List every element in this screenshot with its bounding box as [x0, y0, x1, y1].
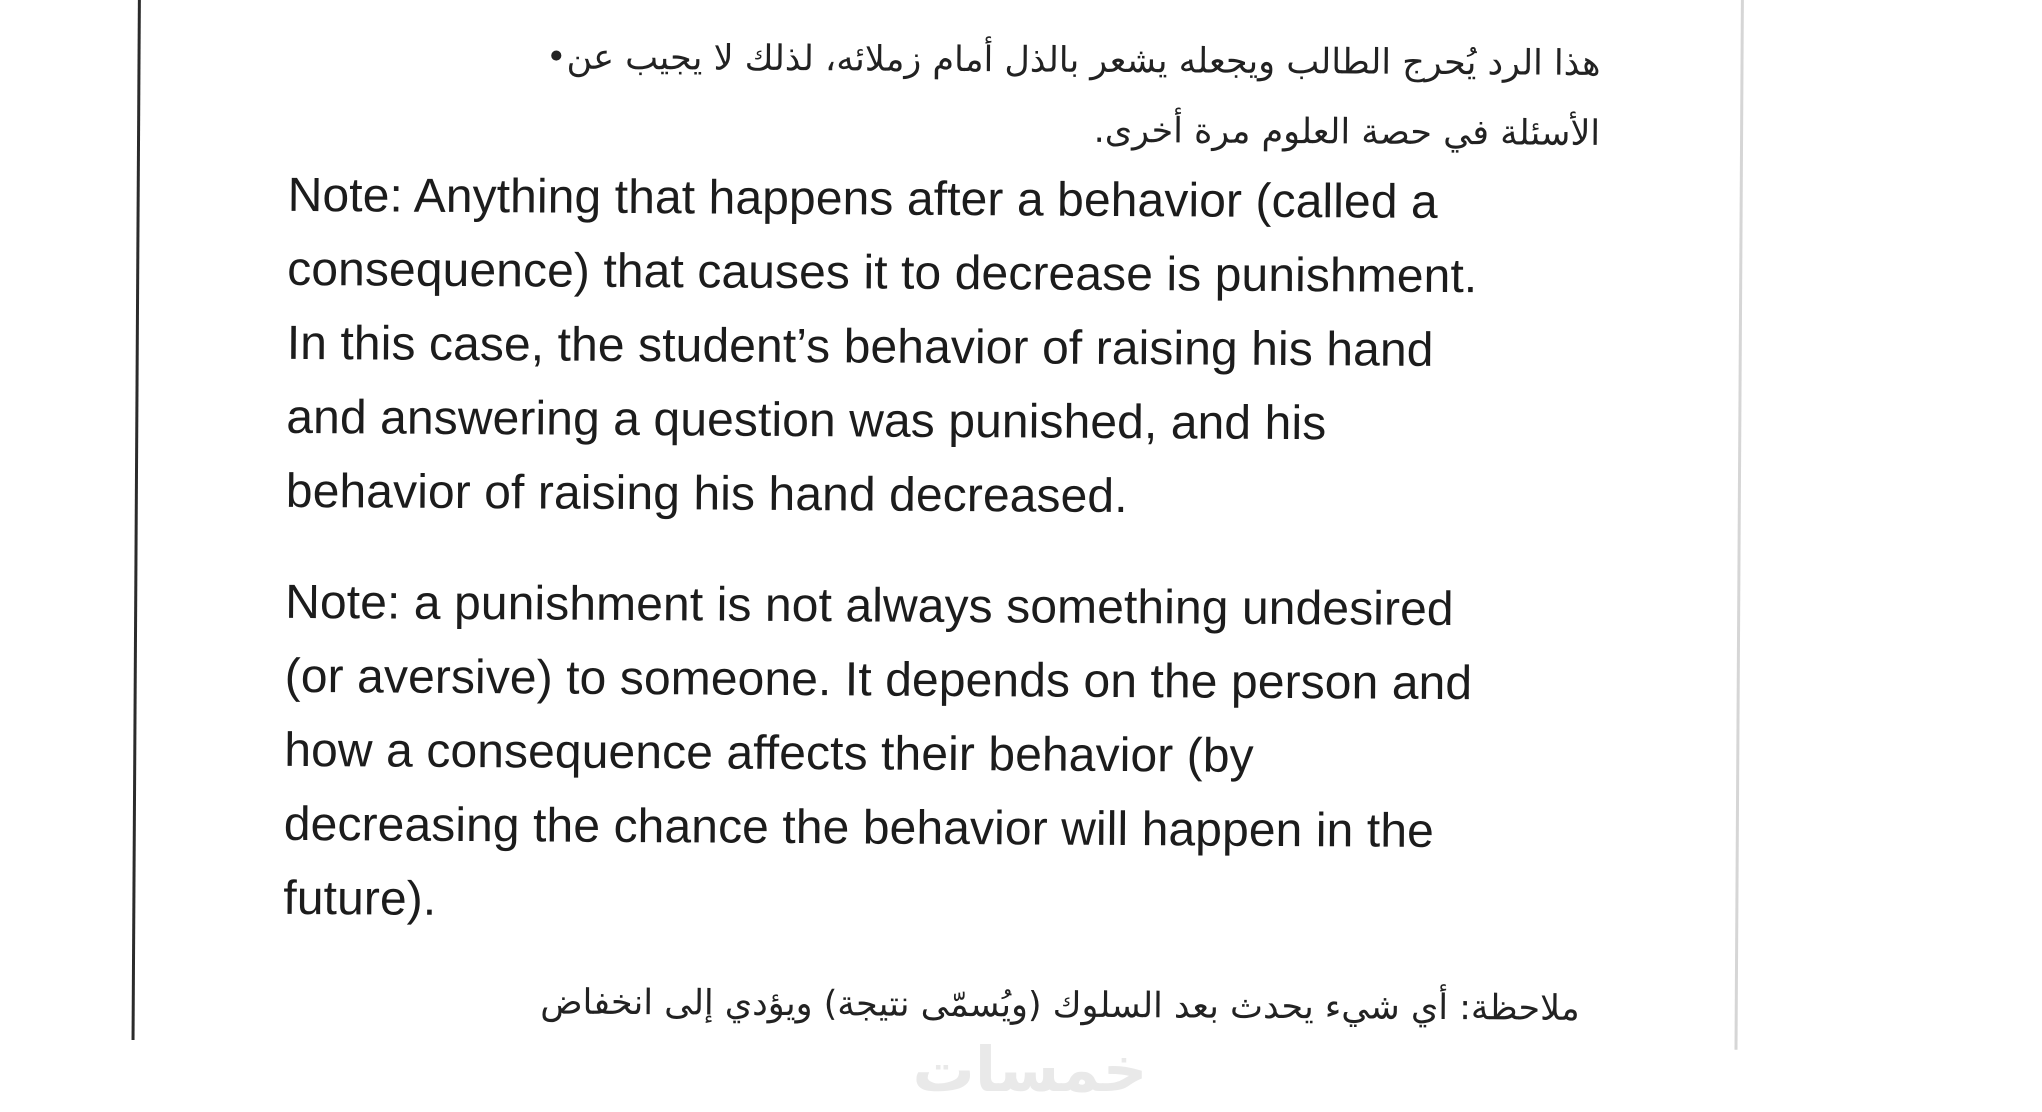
note2-line: decreasing the chance the behavior will happen in the [283, 797, 1435, 858]
note-punishment-not-always-aversive [283, 566, 1685, 945]
arabic-note-line: ملاحظة: أي شيء يحدث بعد السلوك (ويُسمّى نتيجة) ويؤدي إلى انخفاض [540, 982, 1580, 1029]
note1-line: Note: Anything that happens after a behavior (called a [287, 168, 1438, 229]
note1-line: behavior of raising his hand decreased. [285, 464, 1128, 524]
note2-line: future). [283, 871, 437, 926]
note-punishment-definition [286, 159, 1688, 538]
watermark-logo: خمسات [912, 1033, 1148, 1106]
note1-line: In this case, the student’s behavior of raising his hand [286, 316, 1434, 377]
note1-line: consequence) that causes it to decrease is punishment. [287, 242, 1478, 304]
note2-line: (or aversive) to someone. It depends on the person and [284, 649, 1473, 711]
arabic-bullet-line [300, 21, 1600, 99]
document-page [132, 0, 1744, 1050]
bullet-icon: • [545, 37, 567, 78]
arabic-bullet-line: الأسئلة في حصة العلوم مرة أخرى. [1093, 110, 1601, 154]
note2-line: how a consequence affects their behavior (by [284, 723, 1254, 783]
arabic-bullet-paragraph [300, 21, 1601, 169]
note1-line: and answering a question was punished, and his [286, 390, 1327, 451]
arabic-bullet-line-1-text: هذا الرد يُحرج الطالب ويجعله يشعر بالذل أمام زملائه، لذلك لا يجيب عن [566, 37, 1601, 84]
note2-line: Note: a punishment is not always something undesired [285, 575, 1454, 637]
